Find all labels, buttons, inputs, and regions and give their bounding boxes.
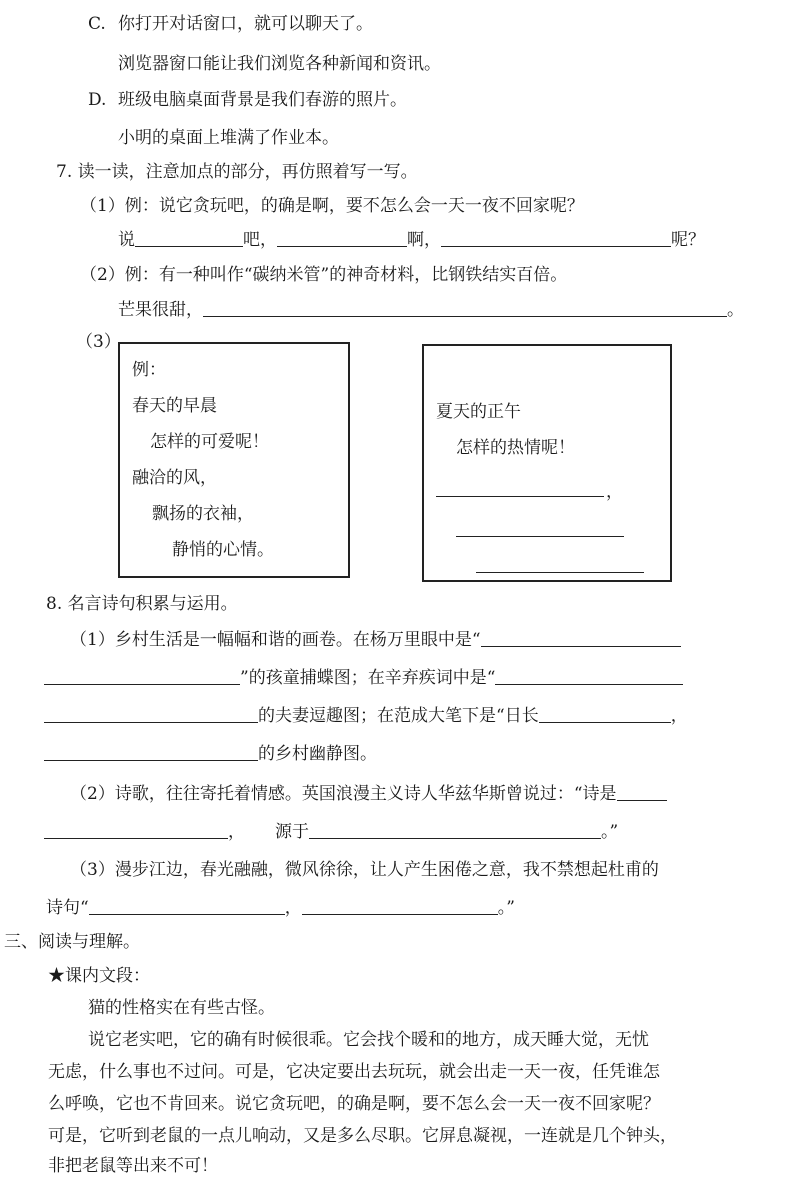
section-3-title: 三、阅读与理解。 bbox=[4, 932, 140, 952]
q8-part1-blank-1a[interactable] bbox=[481, 630, 681, 647]
answer-line-1: 夏天的正午 bbox=[436, 402, 521, 422]
passage-line-1: 说它老实吧，它的确有时候很乖。它会找个暖和的地方，成天睡大觉，无忧 bbox=[88, 1030, 649, 1050]
option-c-sentence-2: 浏览器窗口能让我们浏览各种新闻和资讯。 bbox=[118, 54, 441, 74]
q8-part1-text-a: （1）乡村生活是一幅幅和谐的画卷。在杨万里眼中是“ bbox=[70, 630, 481, 650]
q8-part2-row1 bbox=[70, 784, 667, 804]
q7-part3-label: （3） bbox=[76, 332, 121, 352]
example-line-2: 怎样的可爱呢！ bbox=[150, 432, 269, 452]
q7-part1-word-c: 啊， bbox=[407, 230, 441, 250]
q8-part1-blank-3a[interactable] bbox=[539, 706, 671, 723]
q7-part2-example: （2）例：有一种叫作“碳纳米管”的神奇材料，比钢铁结实百倍。 bbox=[80, 265, 568, 285]
q7-part1-blank-3[interactable] bbox=[441, 230, 671, 247]
example-label: 例： bbox=[132, 360, 166, 380]
q7-part2-end: 。 bbox=[727, 300, 744, 320]
example-line-4: 飘扬的衣袖， bbox=[152, 504, 254, 524]
q8-part1-blank-1b[interactable] bbox=[44, 668, 240, 685]
example-poem-box bbox=[118, 342, 350, 578]
q8-part2-comma: ， bbox=[228, 822, 245, 842]
q8-part1-row1 bbox=[70, 630, 681, 650]
q8-part3-comma: ， bbox=[284, 898, 302, 918]
passage-line-4: 可是，它听到老鼠的一点儿响动，又是多么尽职。它屏息凝视，一连就是几个钟头， bbox=[48, 1126, 677, 1146]
q8-part1-row4 bbox=[44, 744, 377, 764]
question-7-title: 7. 读一读，注意加点的部分，再仿照着写一写。 bbox=[56, 162, 418, 182]
q7-part1-example: （1）例：说它贪玩吧，的确是啊，要不怎么会一天一夜不回家呢？ bbox=[80, 196, 584, 216]
q8-part1-blank-2b[interactable] bbox=[44, 706, 258, 723]
answer-comma: ， bbox=[606, 482, 623, 502]
option-d-label: D. bbox=[88, 90, 107, 110]
q8-part1-blank-3b[interactable] bbox=[44, 744, 258, 761]
answer-blank-3[interactable] bbox=[476, 572, 644, 573]
q8-part2-text-a: （2）诗歌，往往寄托着情感。英国浪漫主义诗人华兹华斯曾说过：“诗是 bbox=[70, 784, 617, 804]
q8-part2-blank-2[interactable] bbox=[309, 822, 601, 839]
q8-part2-blank-1a[interactable] bbox=[617, 784, 667, 801]
q7-part1-blank-2[interactable] bbox=[277, 230, 407, 247]
q7-part1-word-b: 吧， bbox=[243, 230, 277, 250]
passage-line-5: 非把老鼠等出来不可！ bbox=[48, 1156, 218, 1176]
q8-part1-row2 bbox=[44, 668, 683, 688]
q8-part3-text-b: 诗句“ bbox=[46, 898, 89, 918]
q8-part1-comma: ， bbox=[670, 706, 688, 726]
example-line-3: 融洽的风， bbox=[132, 468, 217, 488]
option-c-sentence-1: 你打开对话窗口，就可以聊天了。 bbox=[118, 14, 373, 34]
answer-blank-2[interactable] bbox=[456, 536, 624, 537]
q8-part1-blank-2a[interactable] bbox=[495, 668, 683, 685]
q7-part1-fill-row bbox=[118, 230, 705, 250]
example-line-1: 春天的早晨 bbox=[132, 396, 217, 416]
example-line-5: 静悄的心情。 bbox=[172, 540, 274, 560]
question-8-title: 8. 名言诗句积累与运用。 bbox=[46, 594, 238, 614]
passage-line-3: 么呼唤，它也不肯回来。说它贪玩吧，的确是啊，要不怎么会一天一夜不回家呢？ bbox=[48, 1094, 660, 1114]
q8-part2-row2 bbox=[44, 822, 618, 842]
option-d-sentence-1: 班级电脑桌面背景是我们春游的照片。 bbox=[118, 90, 407, 110]
q8-part3-blank-1[interactable] bbox=[89, 898, 285, 915]
q8-part1-text-c: 的夫妻逗趣图；在范成大笔下是“日长 bbox=[258, 706, 539, 726]
q7-part2-prompt: 芒果很甜， bbox=[118, 300, 203, 320]
q8-part3-text-a: （3）漫步江边，春光融融，微风徐徐，让人产生困倦之意，我不禁想起杜甫的 bbox=[70, 860, 659, 880]
q8-part2-text-c: 源于 bbox=[275, 822, 309, 842]
q7-part2-blank[interactable] bbox=[203, 300, 727, 317]
option-d-sentence-2: 小明的桌面上堆满了作业本。 bbox=[118, 128, 339, 148]
option-c-label: C. bbox=[88, 14, 106, 34]
q7-part1-word-a: 说 bbox=[118, 230, 135, 250]
q8-part3-blank-2[interactable] bbox=[302, 898, 498, 915]
q7-part2-fill-row bbox=[118, 300, 744, 320]
section-3-subtitle: ★课内文段： bbox=[48, 966, 150, 986]
answer-blank-1[interactable] bbox=[436, 496, 604, 497]
q8-part3-end: 。” bbox=[497, 898, 515, 918]
q8-part2-blank-1b[interactable] bbox=[44, 822, 228, 839]
q8-part3-row2 bbox=[46, 898, 515, 918]
answer-poem-box bbox=[422, 344, 672, 582]
q8-part1-text-b: ”的孩童捕蝶图；在辛弃疾词中是“ bbox=[240, 668, 496, 688]
q8-part1-text-d: 的乡村幽静图。 bbox=[258, 744, 377, 764]
q7-part1-word-d: 呢？ bbox=[671, 230, 705, 250]
passage-para-1: 猫的性格实在有些古怪。 bbox=[88, 998, 275, 1018]
q8-part1-row3 bbox=[44, 706, 688, 726]
answer-line-2: 怎样的热情呢！ bbox=[456, 438, 575, 458]
passage-line-2: 无虑，什么事也不过问。可是，它决定要出去玩玩，就会出走一天一夜，任凭谁怎 bbox=[48, 1062, 660, 1082]
q7-part1-blank-1[interactable] bbox=[135, 230, 243, 247]
q8-part2-end: 。” bbox=[601, 822, 619, 842]
